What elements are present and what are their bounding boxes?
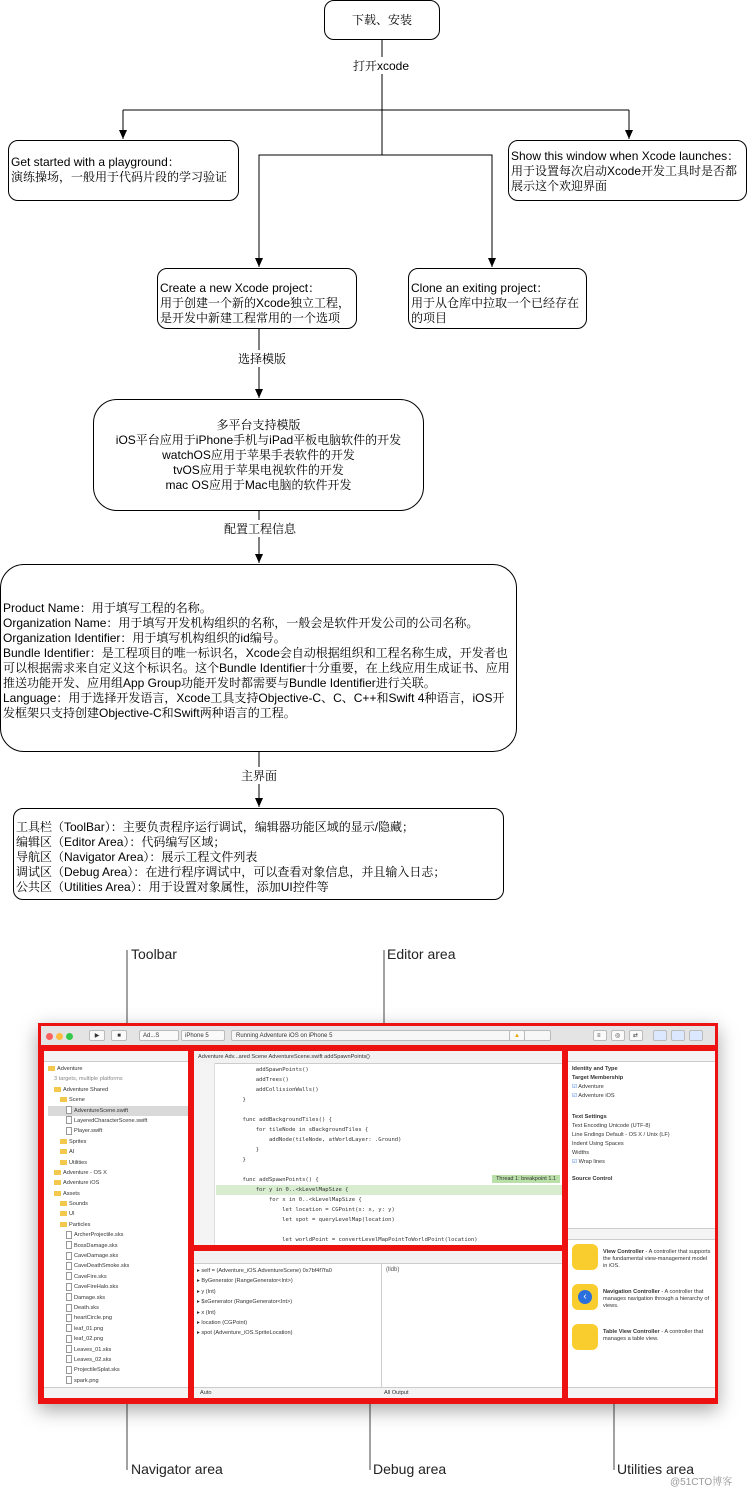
node-config-info: Product Name：用于填写工程的名称。 Organization Name：用于填写开发机构组织的名称，一般会是软件开发公司的公司名称。 Organization Identifier：用于填写机构组织的id编号。 Bundle Identifier：是工程项目的唯一标识名，Xcode会自动根据组织和工程名称生成，开发者也可以根据需求来自定义这个标识名。这个Bundle Identifier十分重要，在上线应用生成证书、应用推送功能开发、应用组App Group功能开发时都需要与Bundle Identifier进行关联。 Language：用于选择开发语言，Xcode工具支持Objective-C、C、C++和Swift 4种语言，iOS开发框架只支持创建Objective-C和Swift两种语言的工程。 <box>0 564 517 752</box>
debug-variable-label: spot (Adventure_iOS.SpriteLocation) <box>201 1330 293 1337</box>
toggle-debug-icon[interactable] <box>671 1030 685 1041</box>
zoom-window-icon[interactable] <box>66 1033 73 1040</box>
navigator-item-label: leaf_01.png <box>74 1325 104 1332</box>
file-icon <box>66 1241 72 1249</box>
watermark: @51CTO博客 <box>670 1477 733 1488</box>
navigator-item[interactable] <box>48 1085 188 1095</box>
navigator-item[interactable] <box>48 1178 188 1188</box>
navigator-item[interactable] <box>48 1376 188 1386</box>
line-endings-label: Line Endings <box>572 1132 605 1138</box>
navigator-item[interactable] <box>48 1095 188 1105</box>
navigator-item-label: AI <box>69 1149 75 1156</box>
code-line: func addBackgroundTiles() { <box>216 1117 332 1123</box>
node-download-install-text: 下载、安装 <box>351 12 412 27</box>
device-selector[interactable]: iPhone 5 <box>181 1030 225 1041</box>
console-text[interactable]: (lldb) <box>386 1267 400 1273</box>
navigator-item-label: Sounds <box>69 1201 88 1208</box>
line-endings-row[interactable] <box>568 1131 715 1140</box>
thread-badge: Thread 1: breakpoint 1.1 <box>492 1175 560 1183</box>
debug-variable-label: ByGenerator (RangeGenerator<Int>) <box>201 1278 293 1285</box>
file-icon <box>66 1355 72 1363</box>
indent-value: Spaces <box>604 1141 624 1147</box>
file-icon <box>66 1116 72 1124</box>
file-icon <box>66 1252 72 1260</box>
node-show-window: Show this window when Xcode launches： 用于设置每次启动Xcode开发工具时是否都展示这个欢迎界面 <box>508 140 747 201</box>
library-tabs[interactable] <box>568 1228 715 1240</box>
edge-label-main-ui: 主界面 <box>241 769 278 783</box>
debug-scope[interactable]: Auto <box>200 1390 212 1396</box>
code-line <box>216 1105 562 1115</box>
file-icon <box>66 1272 72 1280</box>
folder-icon <box>54 1180 61 1185</box>
navigator-item[interactable] <box>48 1209 188 1219</box>
library-filter-bar[interactable] <box>568 1387 715 1398</box>
disclosure-icon[interactable]: ▸ <box>197 1278 202 1285</box>
navigator-item[interactable] <box>48 1106 188 1116</box>
source-control-title: Source Control <box>572 1176 613 1182</box>
folder-icon <box>60 1201 67 1206</box>
code-line: addCollisionWalls() <box>216 1087 319 1093</box>
disclosure-icon[interactable]: ▸ <box>197 1288 202 1295</box>
navigator-item[interactable] <box>48 1355 188 1365</box>
indent-label: Indent Using <box>572 1141 604 1147</box>
debug-variable-label: self = (Adventure_iOS.AdventureScene) 0x7bf4f7fa0 <box>201 1268 332 1274</box>
table-view-controller-icon <box>572 1324 598 1350</box>
debug-variable[interactable] <box>197 1318 377 1328</box>
debug-variable-label: location (CGPoint) <box>201 1319 248 1326</box>
navigator-item[interactable] <box>48 1147 188 1157</box>
navigator-item-label: Player.swift <box>74 1128 103 1135</box>
navigator-item[interactable] <box>48 1116 188 1126</box>
file-icon <box>66 1376 72 1384</box>
file-icon <box>66 1304 72 1312</box>
navigator-item[interactable] <box>48 1345 188 1355</box>
folder-icon <box>60 1222 67 1227</box>
disclosure-icon[interactable]: ▸ <box>197 1268 202 1274</box>
inspector-tabs[interactable] <box>568 1051 715 1062</box>
navigator-item[interactable] <box>48 1220 188 1230</box>
code-line: let worldPoint = convertLevelMapPointToWorldPoint(location) <box>216 1237 478 1243</box>
toggle-utilities-icon[interactable] <box>689 1030 703 1041</box>
code-line: for y in 0..<kLevelMapSize { <box>216 1185 562 1195</box>
wrap-lines-checkbox[interactable]: ☑ Wrap lines <box>572 1159 605 1165</box>
folder-icon <box>54 1191 61 1196</box>
folder-icon <box>60 1211 67 1216</box>
file-icon <box>66 1345 72 1353</box>
folder-icon <box>48 1066 55 1071</box>
navigator-item[interactable] <box>48 1241 188 1251</box>
library-item-desc: - A controller that supports the fundamental view-management model in iOS. <box>603 1249 711 1269</box>
debug-variable-label: y (Int) <box>201 1288 216 1295</box>
library-table-view-controller[interactable] <box>572 1323 714 1353</box>
navigator-item-label: Adventure <box>57 1066 83 1072</box>
disclosure-icon[interactable]: ▸ <box>197 1319 202 1326</box>
file-icon <box>66 1262 72 1270</box>
code-line <box>216 1165 562 1175</box>
file-icon <box>66 1127 72 1135</box>
navigator-item[interactable] <box>48 1334 188 1344</box>
debug-divider <box>381 1263 382 1388</box>
navigator-item[interactable] <box>48 1293 188 1303</box>
node-create-project: Create a new Xcode project： 用于创建一个新的Xcode独立工程，是开发中新建工程常用的一个选项 <box>157 268 357 329</box>
navigator-item[interactable] <box>48 1282 188 1292</box>
code-line: func addSpawnPoints() { <box>216 1177 319 1183</box>
edge-label-open-xcode: 打开xcode <box>353 59 410 73</box>
target-name: Adventure iOS <box>578 1093 615 1099</box>
code-editor[interactable] <box>216 1065 562 1248</box>
debug-variable[interactable] <box>197 1276 377 1286</box>
debug-variable-label: x (Int) <box>201 1309 216 1316</box>
navigator-item-label: CaveFire.sks <box>74 1273 107 1280</box>
label-navigator-area: Navigator area <box>131 1461 223 1477</box>
label-utilities-area: Utilities area <box>617 1461 695 1477</box>
target-item[interactable]: ☑ Adventure iOS <box>572 1093 615 1099</box>
navigator-item-label: Scene <box>69 1097 85 1104</box>
folder-icon <box>60 1160 67 1165</box>
navigator-item[interactable] <box>48 1158 188 1168</box>
navigator-item-label: LayeredCharacterScene.swift <box>74 1117 148 1124</box>
library-item-name: Table View Controller <box>603 1329 660 1335</box>
navigator-item-label: ProjectileSplat.sks <box>74 1367 120 1374</box>
navigator-item-label: UI <box>69 1211 75 1218</box>
stop-button[interactable]: ■ <box>111 1030 127 1041</box>
file-icon <box>66 1293 72 1301</box>
navigator-item[interactable] <box>48 1230 188 1240</box>
code-line: let location = CGPoint(x: x, y: y) <box>216 1207 395 1213</box>
text-encoding-row[interactable] <box>568 1122 715 1131</box>
debug-variable[interactable] <box>197 1287 377 1297</box>
navigator-item-label: CaveDamage.sks <box>74 1253 119 1260</box>
navigator-item-label: heartCircle.png <box>74 1315 112 1322</box>
library-view-controller[interactable] <box>572 1243 714 1273</box>
navigator-item[interactable] <box>48 1365 188 1375</box>
navigator-item-label: Utilities <box>69 1159 88 1166</box>
navigator-tabs[interactable] <box>44 1051 188 1062</box>
node-clone-project: Clone an exiting project： 用于从仓库中拉取一个已经存在的项目 <box>408 268 587 329</box>
navigation-controller-icon: ‹ <box>572 1284 598 1310</box>
navigator-item-label: Adventure iOS <box>63 1180 100 1187</box>
label-editor-area: Editor area <box>387 946 456 962</box>
text-encoding-label: Text Encoding <box>572 1123 608 1129</box>
navigator-item-label: Sprites <box>69 1138 87 1145</box>
code-line: let spot = queryLevelMap(location) <box>216 1217 395 1223</box>
node-templates: 多平台支持模版 iOS平台应用于iPhone手机与iPad平板电脑软件的开发 watchOS应用于苹果手表软件的开发 tvOS应用于苹果电视软件的开发 mac OS应用于Mac电脑的软件开发 <box>93 399 424 511</box>
navigator-item-label: Adventure Shared <box>63 1086 109 1093</box>
standard-editor-icon[interactable]: ≡ <box>593 1030 607 1041</box>
code-line <box>216 1225 562 1235</box>
code-line: for tileNode in sBackgroundTiles { <box>216 1127 369 1133</box>
scheme-selector[interactable]: Ad...S <box>139 1030 179 1041</box>
folder-icon <box>60 1149 67 1154</box>
label-debug-area: Debug area <box>373 1461 447 1477</box>
utilities-area <box>565 1048 718 1401</box>
navigator-item[interactable] <box>48 1064 188 1074</box>
library-navigation-controller[interactable] <box>572 1283 714 1313</box>
run-button[interactable]: ▶ <box>89 1030 105 1041</box>
node-main-ui: 工具栏（ToolBar）：主要负责程序运行调试，编辑器功能区域的显示/隐藏； 编辑区（Editor Area）：代码编写区域； 导航区（Navigator Area）：展示工程文件列表 调试区（Debug Area）：在进行程序调试中，可以查看对象信息，并且输入日志； 公共区（Utilities Area）：用于设置对象属性，添加UI控件等 <box>13 808 504 900</box>
navigator-item[interactable] <box>48 1313 188 1323</box>
identity-title: Identity and Type <box>572 1066 618 1072</box>
disclosure-icon[interactable]: ▸ <box>197 1330 202 1337</box>
disclosure-icon[interactable]: ▸ <box>197 1309 202 1316</box>
code-line: addNode(tileNode, atWorldLayer: .Ground) <box>216 1137 402 1143</box>
text-encoding-value: Unicode (UTF-8) <box>608 1123 651 1129</box>
debug-variable[interactable] <box>197 1266 377 1276</box>
navigator-item-label: Leaves_01.sks <box>74 1346 112 1353</box>
navigator-item[interactable] <box>48 1199 188 1209</box>
navigator-item-label: ArcherProjectile.sks <box>74 1232 124 1239</box>
code-line: } <box>216 1097 246 1103</box>
navigator-item[interactable] <box>48 1272 188 1282</box>
xcode-window <box>38 1023 718 1404</box>
navigator-item-label: leaf_02.png <box>74 1336 104 1343</box>
node-playground: Get started with a playground： 演练操场，一般用于代码片段的学习验证 <box>8 140 239 201</box>
folder-icon <box>60 1139 67 1144</box>
navigator-item-label: 3 targets, multiple platforms <box>54 1076 123 1083</box>
indent-row[interactable] <box>568 1140 715 1149</box>
navigator-item[interactable] <box>48 1303 188 1313</box>
widths-label: Widths <box>572 1150 590 1156</box>
debug-variable[interactable] <box>197 1308 377 1318</box>
navigator-item[interactable] <box>48 1137 188 1147</box>
navigator-item[interactable] <box>48 1074 188 1084</box>
file-icon <box>66 1283 72 1291</box>
navigator-item-label: Death.sks <box>74 1304 99 1311</box>
navigator-filter-bar[interactable] <box>44 1387 188 1398</box>
target-membership-title: Target Membership <box>572 1075 624 1081</box>
navigator-item[interactable] <box>48 1189 188 1199</box>
close-window-icon[interactable] <box>46 1033 53 1040</box>
debug-bar[interactable] <box>194 1251 562 1264</box>
navigator-item[interactable] <box>48 1324 188 1334</box>
navigator-item-label: AdventureScene.swift <box>74 1107 129 1114</box>
library-item-name: Navigation Controller <box>603 1289 660 1295</box>
file-icon <box>66 1324 72 1332</box>
assistant-editor-icon[interactable]: ◎ <box>611 1030 625 1041</box>
text-settings-title: Text Settings <box>572 1114 607 1120</box>
navigator-item-label: Particles <box>69 1221 91 1228</box>
file-icon <box>66 1106 72 1114</box>
code-line: } <box>216 1157 246 1163</box>
toggle-navigator-icon[interactable] <box>653 1030 667 1041</box>
editor-gutter <box>194 1063 215 1248</box>
navigator-item-label: Leaves_02.sks <box>74 1356 112 1363</box>
folder-icon <box>54 1087 61 1092</box>
label-toolbar: Toolbar <box>131 946 177 962</box>
code-line: for x in 0..<kLevelMapSize { <box>216 1197 362 1203</box>
wrap-lines-label: Wrap lines <box>578 1159 605 1165</box>
target-name: Adventure <box>578 1084 604 1090</box>
code-line: } <box>216 1147 260 1153</box>
navigator-item-label: Assets <box>63 1190 80 1197</box>
code-line: addSpawnPoints() <box>216 1067 309 1073</box>
editor-area <box>191 1048 565 1248</box>
code-line: addTrees() <box>216 1077 289 1083</box>
navigator-item[interactable] <box>48 1168 188 1178</box>
edge-label-choose-template: 选择模版 <box>238 352 287 366</box>
navigator-item-label: Damage.sks <box>74 1294 106 1301</box>
jump-bar[interactable]: Adventure Adv...ared Scene AdventureScene.swift addSpawnPoints() <box>194 1051 562 1064</box>
navigator-item[interactable] <box>48 1251 188 1261</box>
disclosure-icon[interactable]: ▸ <box>197 1299 202 1306</box>
navigator-file-list <box>44 1062 188 1386</box>
minimize-window-icon[interactable] <box>56 1033 63 1040</box>
library-item-desc: - A controller that manages a table view. <box>603 1329 704 1342</box>
warning-icon[interactable]: ▲ <box>509 1030 525 1041</box>
file-icon <box>66 1335 72 1343</box>
folder-icon <box>60 1097 67 1102</box>
library-item-name: View Controller <box>603 1249 644 1255</box>
target-item[interactable]: ☑ Adventure <box>572 1084 604 1090</box>
variables-view[interactable] <box>197 1266 377 1339</box>
console-output-selector[interactable]: All Output <box>384 1390 409 1396</box>
navigator-item-label: Adventure - OS X <box>63 1169 107 1176</box>
debug-variable-label: $xGenerator (RangeGenerator<Int>) <box>201 1299 293 1306</box>
file-icon <box>66 1231 72 1239</box>
navigator-area <box>41 1048 191 1401</box>
navigator-item-label: spark.png <box>74 1377 99 1384</box>
folder-icon <box>54 1170 61 1175</box>
line-endings-value: Default - OS X / Unix (LF) <box>605 1132 670 1138</box>
xcode-toolbar <box>41 1026 715 1048</box>
navigator-item-label: CaveDeathSmoke.sks <box>74 1263 130 1270</box>
library-item-desc: - A controller that manages navigation through a hierarchy of views. <box>603 1289 710 1309</box>
debug-variable[interactable] <box>197 1297 377 1307</box>
file-icon <box>66 1314 72 1322</box>
debug-variable[interactable] <box>197 1328 377 1338</box>
edge-label-config: 配置工程信息 <box>224 522 297 536</box>
file-icon <box>66 1366 72 1374</box>
debug-footer <box>194 1387 562 1398</box>
version-editor-icon[interactable]: ⇄ <box>629 1030 643 1041</box>
navigator-item-label: BossDamage.sks <box>74 1242 118 1249</box>
debug-area <box>191 1248 565 1401</box>
navigator-item-label: CaveFireHalo.sks <box>74 1284 119 1291</box>
navigator-item[interactable] <box>48 1261 188 1271</box>
navigator-item[interactable] <box>48 1126 188 1136</box>
view-controller-icon <box>572 1244 598 1270</box>
activity-status: Running Adventure iOS on iPhone 5 <box>231 1030 551 1041</box>
